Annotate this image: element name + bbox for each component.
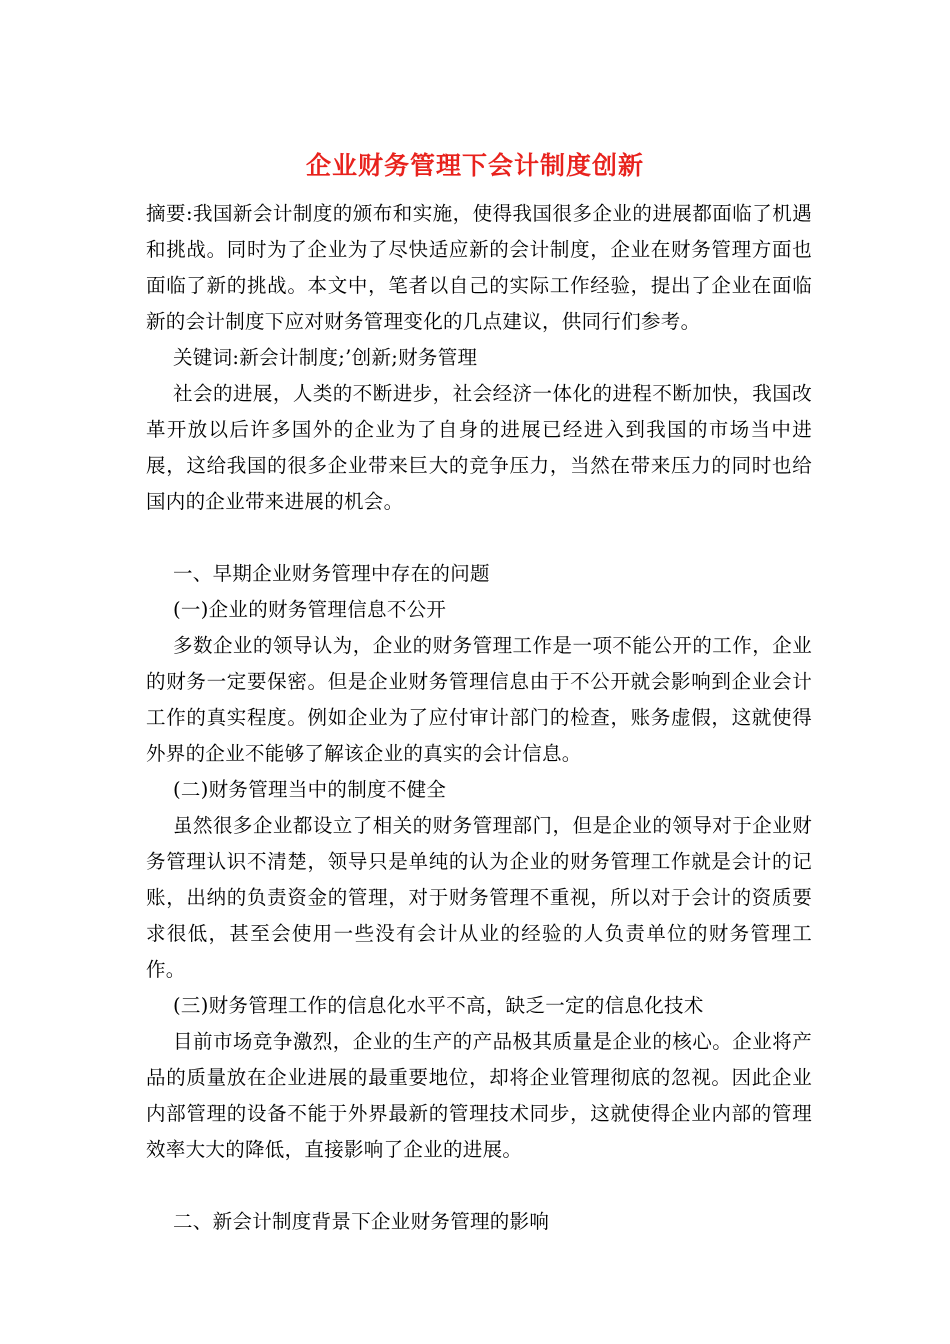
keywords-line: 关键词:新会计制度;’创新;财务管理: [173, 346, 478, 369]
document-title: 企业财务管理下会计制度创新: [305, 151, 644, 180]
intro-paragraph: 社会的进展，人类的不断进步，社会经济一体化的进程不断加快，我国改革开放以后许多国外的企业为了自身的进展已经进入到我国的市场当中进展，这给我国的很多企业带来巨大的竞争压力，当然在带来压力的同时也给国内的企业带来进展的机会。: [146, 382, 812, 513]
subsection-1-1-heading: (一)企业的财务管理信息不公开: [173, 598, 447, 621]
subsection-1-3-text: 目前市场竞争激烈，企业的生产的产品极其质量是企业的核心。企业将产品的质量放在企业进展的最重要地位，却将企业管理彻底的忽视。因此企业内部管理的设备不能于外界最新的管理技术同步，这就使得企业内部的管理效率大大的降低，直接影响了企业的进展。: [146, 1030, 812, 1161]
document-body: [146, 196, 812, 1240]
section-1-heading: 一、早期企业财务管理中存在的问题: [173, 562, 490, 585]
subsection-1-1-text: 多数企业的领导认为，企业的财务管理工作是一项不能公开的工作，企业的财务一定要保密。但是企业财务管理信息由于不公开就会影响到企业会计工作的真实程度。例如企业为了应付审计部门的检查，账务虚假，这就使得外界的企业不能够了解该企业的真实的会计信息。: [146, 634, 812, 765]
subsection-1-3-heading: (三)财务管理工作的信息化水平不高，缺乏一定的信息化技术: [173, 994, 704, 1017]
subsection-1-2-heading: (二)财务管理当中的制度不健全: [173, 778, 447, 801]
abstract-paragraph: 摘要:我国新会计制度的颁布和实施，使得我国很多企业的进展都面临了机遇和挑战。同时为了企业为了尽快适应新的会计制度，企业在财务管理方面也面临了新的挑战。本文中，笔者以自己的实际工作经验，提出了企业在面临新的会计制度下应对财务管理变化的几点建议，供同行们参考。: [146, 202, 812, 333]
section-2-heading: 二、新会计制度背景下企业财务管理的影响: [173, 1210, 550, 1233]
paragraph-gap: [146, 520, 812, 556]
paragraph-gap: [146, 1168, 812, 1204]
subsection-1-2-text: 虽然很多企业都设立了相关的财务管理部门，但是企业的领导对于企业财务管理认识不清楚，领导只是单纯的认为企业的财务管理工作就是会计的记账，出纳的负责资金的管理，对于财务管理不重视，所以对于会计的资质要求很低，甚至会使用一些没有会计从业的经验的人负责单位的财务管理工作。: [146, 814, 812, 981]
